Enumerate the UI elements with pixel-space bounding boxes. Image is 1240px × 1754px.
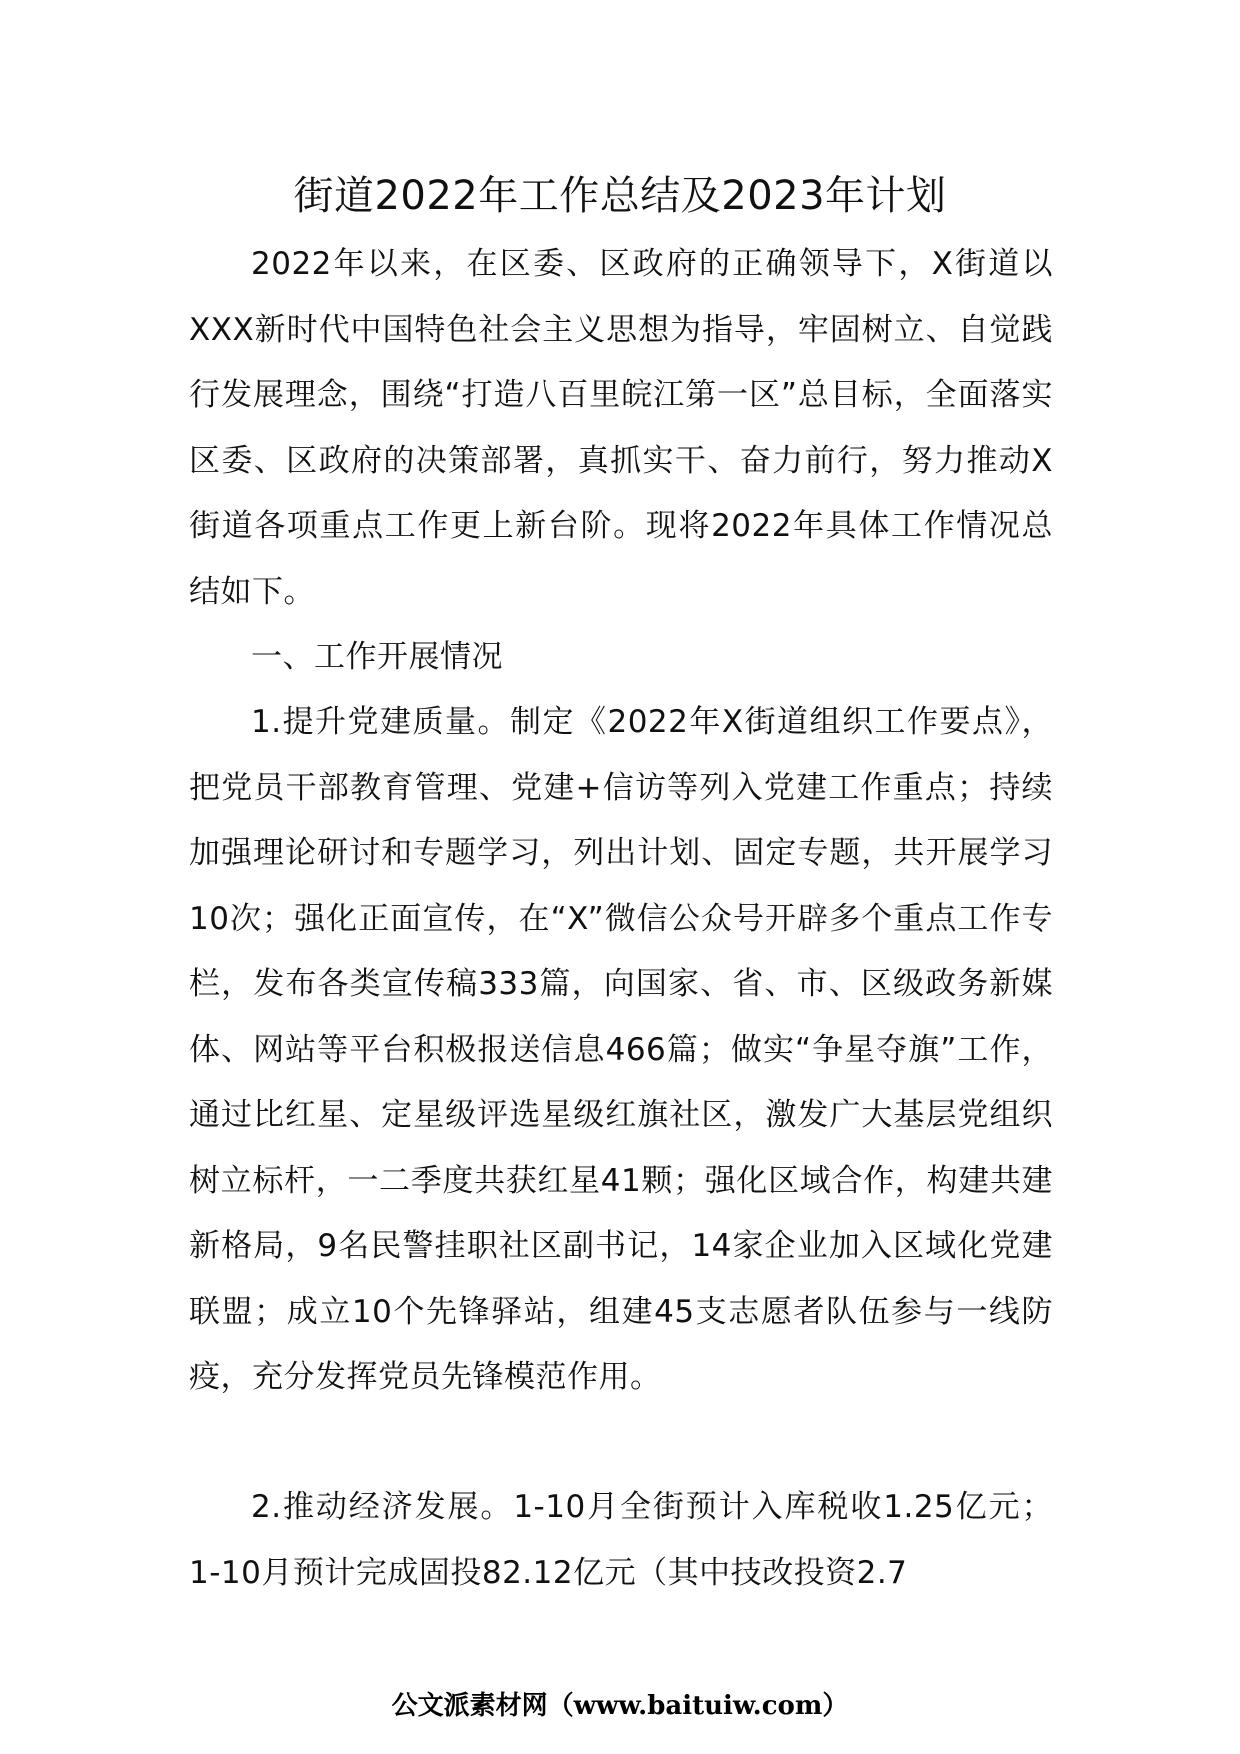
footer-watermark: 公文派素材网（www.baituiw.com） [391,1691,849,1721]
intro-paragraph: 2022年以来，在区委、区政府的正确领导下，X街道以XXX新时代中国特色社会主义思想为指导，牢固树立、自觉践行发展理念，围绕“打造八百里皖江第一区”总目标，全面落实区委、区政府的决策部署，真抓实干、奋力前行，努力推动X街道各项重点工作更上新台阶。现将2022年具体工作情况总结如下。 [189,246,1053,610]
item-paragraph-economy: 2.推动经济发展。1-10月全街预计入库税收1.25亿元；1-10月预计完成固投82.12亿元（其中技改投资2.7 [189,1489,1053,1591]
section-heading: 一、工作开展情况 [251,639,503,675]
item-paragraph-party-building: 1.提升党建质量。制定《2022年X街道组织工作要点》，把党员干部教育管理、党建+信访等列入党建工作重点；持续加强理论研讨和专题学习，列出计划、固定专题，共开展学习10次；强化正面宣传，在“X”微信公众号开辟多个重点工作专栏，发布各类宣传稿333篇，向国家、省、市、区级政务新媒体、网站等平台积极报送信息466篇；做实“争星夺旗”工作，通过比红星、定星级评选星级红旗社区，激发广大基层党组织树立标杆，一二季度共获红星41颗；强化区域合作，构建共建新格局，9名民警挂职社区副书记，14家企业加入区域化党建联盟；成立10个先锋驿站，组建45支志愿者队伍参与一线防疫，充分发挥党员先锋模范作用。 [189,704,1053,1395]
document-title: 街道2022年工作总结及2023年计划 [293,173,947,219]
